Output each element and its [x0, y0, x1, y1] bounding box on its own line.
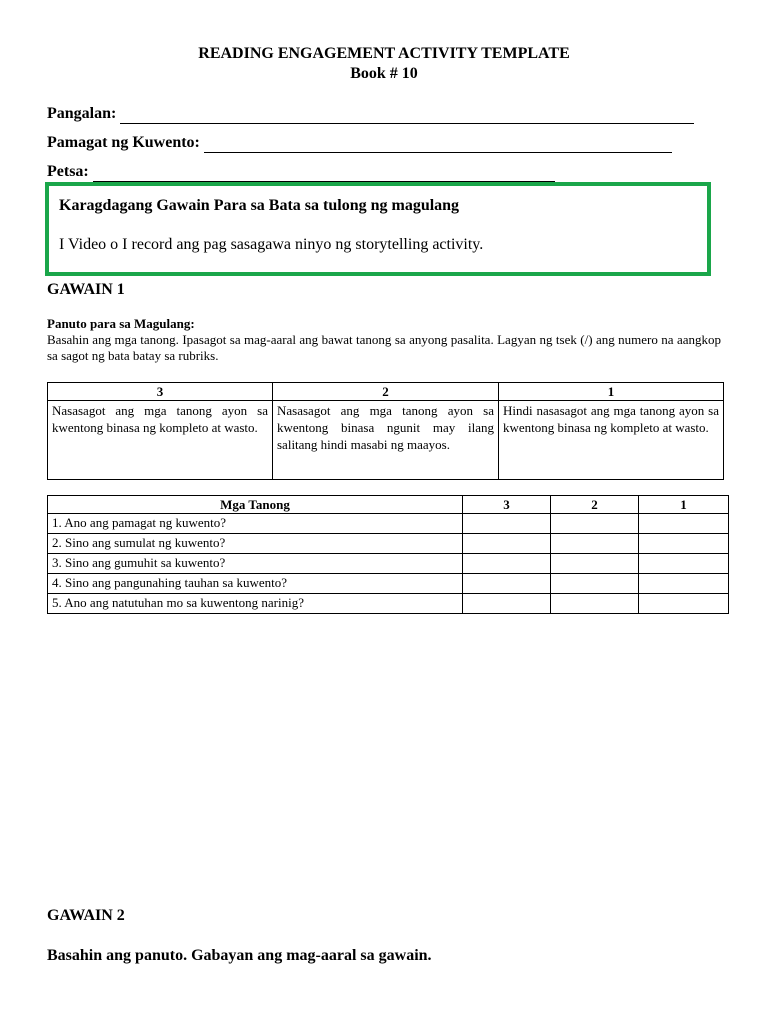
- extra-activity-box: [45, 182, 711, 276]
- score-1-checkbox-cell[interactable]: [639, 514, 729, 534]
- activity2-instruction: Basahin ang panuto. Gabayan ang mag-aaral sa gawain.: [47, 947, 432, 964]
- score-2-checkbox-cell[interactable]: [551, 594, 639, 614]
- question-cell: 5. Ano ang natutuhan mo sa kuwentong narinig?: [48, 594, 463, 614]
- rubric-header-cell: 3: [48, 383, 273, 401]
- question-cell: 3. Sino ang gumuhit sa kuwento?: [48, 554, 463, 574]
- questions-header-cell: 3: [463, 496, 551, 514]
- rubric-header-cell: 1: [499, 383, 724, 401]
- name-field: [47, 104, 694, 124]
- score-2-checkbox-cell[interactable]: [551, 534, 639, 554]
- name-blank-line[interactable]: [120, 107, 694, 124]
- questions-header-cell: 2: [551, 496, 639, 514]
- rubric-description-row: [48, 401, 724, 480]
- extra-activity-title: Karagdagang Gawain Para sa Bata sa tulong ng magulang: [59, 197, 460, 214]
- table-row: [48, 534, 729, 554]
- score-3-checkbox-cell[interactable]: [463, 554, 551, 574]
- rubric-description-cell: Hindi nasasagot ang mga tanong ayon sa kwentong binasa ng kompleto at wasto.: [499, 401, 724, 480]
- story-title-field: [47, 133, 672, 153]
- story-title-label: Pamagat ng Kuwento:: [47, 134, 200, 151]
- question-cell: 1. Ano ang pamagat ng kuwento?: [48, 514, 463, 534]
- book-number: Book # 10: [350, 65, 418, 82]
- table-row: [48, 594, 729, 614]
- question-cell: 4. Sino ang pangunahing tauhan sa kuwento?: [48, 574, 463, 594]
- activity1-heading: GAWAIN 1: [47, 281, 125, 298]
- score-3-checkbox-cell[interactable]: [463, 514, 551, 534]
- parent-instruction-title: Panuto para sa Magulang:: [47, 316, 195, 331]
- score-1-checkbox-cell[interactable]: [639, 574, 729, 594]
- story-title-blank-line[interactable]: [204, 136, 672, 153]
- date-label: Petsa:: [47, 163, 89, 180]
- rubric-table: [47, 382, 724, 480]
- activity2-heading: GAWAIN 2: [47, 907, 125, 924]
- score-3-checkbox-cell[interactable]: [463, 594, 551, 614]
- questions-header-cell: 1: [639, 496, 729, 514]
- parent-instruction-text: Basahin ang mga tanong. Ipasagot sa mag-aaral ang bawat tanong sa anyong pasalita. Lagyan ng tsek (/) ang numero na aangkop sa sagot ng bata batay sa rubriks.: [47, 332, 721, 363]
- score-1-checkbox-cell[interactable]: [639, 594, 729, 614]
- date-field: [47, 162, 555, 182]
- score-3-checkbox-cell[interactable]: [463, 534, 551, 554]
- table-row: [48, 514, 729, 534]
- score-2-checkbox-cell[interactable]: [551, 574, 639, 594]
- rubric-header-cell: 2: [273, 383, 499, 401]
- question-cell: 2. Sino ang sumulat ng kuwento?: [48, 534, 463, 554]
- rubric-description-cell: Nasasagot ang mga tanong ayon sa kwentong binasa ng kompleto at wasto.: [48, 401, 273, 480]
- document-title: READING ENGAGEMENT ACTIVITY TEMPLATE: [198, 45, 570, 62]
- score-2-checkbox-cell[interactable]: [551, 554, 639, 574]
- score-1-checkbox-cell[interactable]: [639, 534, 729, 554]
- questions-header-cell: Mga Tanong: [48, 496, 463, 514]
- table-row: [48, 554, 729, 574]
- rubric-header-row: [48, 383, 724, 401]
- extra-activity-text: I Video o I record ang pag sasagawa ninyo ng storytelling activity.: [59, 236, 484, 253]
- questions-header-row: [48, 496, 729, 514]
- questions-table: [47, 495, 729, 614]
- score-3-checkbox-cell[interactable]: [463, 574, 551, 594]
- date-blank-line[interactable]: [93, 165, 555, 182]
- table-row: [48, 574, 729, 594]
- name-label: Pangalan:: [47, 105, 117, 122]
- rubric-description-cell: Nasasagot ang mga tanong ayon sa kwentong binasa ngunit may ilang salitang hindi masabi ng maayos.: [273, 401, 499, 480]
- score-1-checkbox-cell[interactable]: [639, 554, 729, 574]
- score-2-checkbox-cell[interactable]: [551, 514, 639, 534]
